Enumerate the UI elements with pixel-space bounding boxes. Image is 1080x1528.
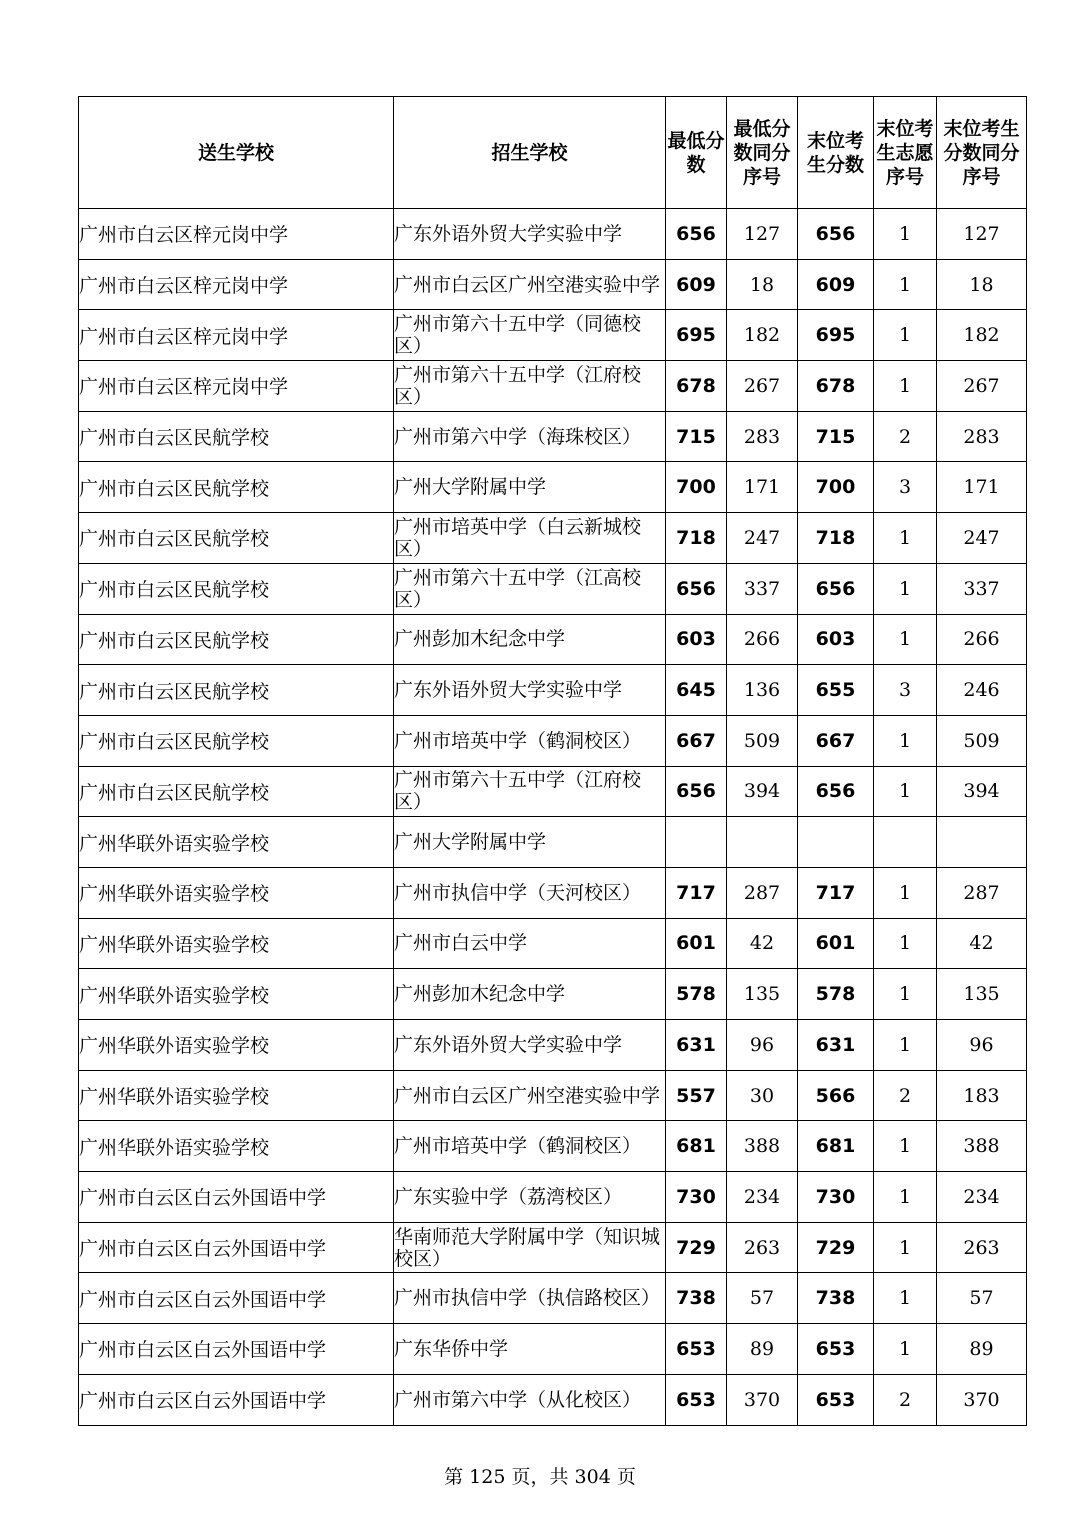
cell-receiving-school: 广州市第六十五中学（江府校区） [394, 766, 666, 817]
cell-last-score-tie-rank: 89 [937, 1324, 1027, 1375]
cell-min-score-tie-rank: 247 [727, 513, 798, 564]
cell-min-score: 656 [666, 766, 727, 817]
cell-min-score-tie-rank: 267 [727, 361, 798, 412]
cell-sending-school: 广州华联外语实验学校 [79, 817, 394, 868]
cell-last-score-tie-rank: 171 [937, 462, 1027, 513]
cell-receiving-school: 广州彭加木纪念中学 [394, 614, 666, 665]
cell-last-score: 715 [798, 411, 874, 462]
cell-last-score-tie-rank: 509 [937, 715, 1027, 766]
cell-min-score [666, 817, 727, 868]
table-row [79, 513, 1027, 564]
cell-sending-school: 广州华联外语实验学校 [79, 1070, 394, 1121]
cell-last-choice-rank: 1 [874, 1273, 937, 1324]
cell-min-score-tie-rank: 135 [727, 969, 798, 1020]
table-row [79, 1273, 1027, 1324]
cell-min-score-tie-rank: 89 [727, 1324, 798, 1375]
cell-min-score-tie-rank: 127 [727, 209, 798, 260]
cell-sending-school: 广州华联外语实验学校 [79, 918, 394, 969]
cell-sending-school: 广州市白云区民航学校 [79, 665, 394, 716]
cell-receiving-school: 广州市白云区广州空港实验中学 [394, 259, 666, 310]
cell-min-score-tie-rank: 30 [727, 1070, 798, 1121]
cell-last-score: 738 [798, 1273, 874, 1324]
cell-min-score-tie-rank [727, 817, 798, 868]
table-row [79, 462, 1027, 513]
cell-last-score: 603 [798, 614, 874, 665]
cell-receiving-school: 广州市第六十五中学（同德校区） [394, 310, 666, 361]
table-row [79, 310, 1027, 361]
cell-min-score-tie-rank: 388 [727, 1121, 798, 1172]
cell-last-choice-rank: 3 [874, 462, 937, 513]
cell-last-score: 667 [798, 715, 874, 766]
cell-min-score: 645 [666, 665, 727, 716]
cell-sending-school: 广州华联外语实验学校 [79, 1020, 394, 1071]
cell-receiving-school: 广东华侨中学 [394, 1324, 666, 1375]
cell-min-score-tie-rank: 182 [727, 310, 798, 361]
cell-sending-school: 广州市白云区民航学校 [79, 715, 394, 766]
cell-last-score: 717 [798, 867, 874, 918]
cell-sending-school: 广州市白云区白云外国语中学 [79, 1374, 394, 1425]
cell-last-score: 730 [798, 1172, 874, 1223]
cell-receiving-school: 广东实验中学（荔湾校区） [394, 1172, 666, 1223]
header-min-score: 最低分数 [666, 97, 727, 209]
cell-last-choice-rank: 2 [874, 1374, 937, 1425]
table-row [79, 209, 1027, 260]
cell-last-choice-rank: 1 [874, 1121, 937, 1172]
table-row [79, 817, 1027, 868]
cell-last-score: 609 [798, 259, 874, 310]
cell-min-score: 700 [666, 462, 727, 513]
cell-last-choice-rank: 1 [874, 614, 937, 665]
cell-last-score: 729 [798, 1222, 874, 1273]
cell-last-score: 656 [798, 209, 874, 260]
cell-min-score-tie-rank: 57 [727, 1273, 798, 1324]
cell-min-score: 667 [666, 715, 727, 766]
header-row [79, 97, 1027, 209]
cell-last-score-tie-rank: 182 [937, 310, 1027, 361]
cell-last-choice-rank: 1 [874, 361, 937, 412]
cell-receiving-school: 广东外语外贸大学实验中学 [394, 209, 666, 260]
cell-min-score: 717 [666, 867, 727, 918]
cell-sending-school: 广州市白云区白云外国语中学 [79, 1273, 394, 1324]
cell-last-score: 656 [798, 563, 874, 614]
cell-last-choice-rank: 1 [874, 513, 937, 564]
cell-last-choice-rank: 1 [874, 969, 937, 1020]
cell-last-score: 695 [798, 310, 874, 361]
cell-min-score-tie-rank: 283 [727, 411, 798, 462]
cell-min-score-tie-rank: 263 [727, 1222, 798, 1273]
table-row [79, 1172, 1027, 1223]
cell-min-score-tie-rank: 136 [727, 665, 798, 716]
cell-min-score: 678 [666, 361, 727, 412]
cell-last-score: 655 [798, 665, 874, 716]
cell-min-score: 681 [666, 1121, 727, 1172]
table-body [79, 209, 1027, 1426]
cell-min-score: 715 [666, 411, 727, 462]
cell-last-choice-rank: 1 [874, 563, 937, 614]
cell-last-score-tie-rank: 42 [937, 918, 1027, 969]
table-row [79, 715, 1027, 766]
cell-last-score [798, 817, 874, 868]
cell-last-score: 681 [798, 1121, 874, 1172]
cell-sending-school: 广州市白云区白云外国语中学 [79, 1172, 394, 1223]
cell-min-score-tie-rank: 42 [727, 918, 798, 969]
cell-last-score-tie-rank: 267 [937, 361, 1027, 412]
cell-min-score: 631 [666, 1020, 727, 1071]
cell-sending-school: 广州华联外语实验学校 [79, 1121, 394, 1172]
cell-last-score: 718 [798, 513, 874, 564]
cell-min-score: 738 [666, 1273, 727, 1324]
cell-min-score: 656 [666, 209, 727, 260]
header-last-score: 末位考生分数 [798, 97, 874, 209]
cell-receiving-school: 广州市第六十五中学（江高校区） [394, 563, 666, 614]
cell-min-score: 656 [666, 563, 727, 614]
cell-min-score: 609 [666, 259, 727, 310]
cell-min-score: 653 [666, 1374, 727, 1425]
cell-last-score-tie-rank: 266 [937, 614, 1027, 665]
cell-last-score-tie-rank [937, 817, 1027, 868]
cell-last-score: 631 [798, 1020, 874, 1071]
cell-sending-school: 广州华联外语实验学校 [79, 969, 394, 1020]
cell-min-score-tie-rank: 370 [727, 1374, 798, 1425]
cell-last-score: 601 [798, 918, 874, 969]
cell-last-score-tie-rank: 127 [937, 209, 1027, 260]
cell-last-choice-rank: 1 [874, 1172, 937, 1223]
cell-sending-school: 广州市白云区梓元岗中学 [79, 361, 394, 412]
cell-min-score: 601 [666, 918, 727, 969]
cell-last-score-tie-rank: 246 [937, 665, 1027, 716]
cell-receiving-school: 广东外语外贸大学实验中学 [394, 1020, 666, 1071]
table-row [79, 1222, 1027, 1273]
cell-min-score-tie-rank: 18 [727, 259, 798, 310]
cell-last-score-tie-rank: 283 [937, 411, 1027, 462]
cell-receiving-school: 广州市白云区广州空港实验中学 [394, 1070, 666, 1121]
cell-receiving-school: 广州大学附属中学 [394, 817, 666, 868]
cell-last-choice-rank: 1 [874, 867, 937, 918]
cell-min-score-tie-rank: 266 [727, 614, 798, 665]
cell-min-score-tie-rank: 171 [727, 462, 798, 513]
cell-min-score: 578 [666, 969, 727, 1020]
header-sending-school: 送生学校 [79, 97, 394, 209]
table-row [79, 411, 1027, 462]
cell-receiving-school: 广州市培英中学（白云新城校区） [394, 513, 666, 564]
cell-last-score: 653 [798, 1324, 874, 1375]
table-row [79, 1324, 1027, 1375]
table-row [79, 361, 1027, 412]
cell-last-choice-rank: 1 [874, 209, 937, 260]
table-row [79, 614, 1027, 665]
table-row [79, 1020, 1027, 1071]
cell-last-score: 578 [798, 969, 874, 1020]
table-row [79, 1374, 1027, 1425]
cell-last-choice-rank: 1 [874, 1222, 937, 1273]
cell-last-choice-rank [874, 817, 937, 868]
cell-last-score-tie-rank: 135 [937, 969, 1027, 1020]
cell-receiving-school: 广州市培英中学（鹤洞校区） [394, 715, 666, 766]
cell-last-choice-rank: 2 [874, 411, 937, 462]
cell-last-score-tie-rank: 370 [937, 1374, 1027, 1425]
cell-last-score-tie-rank: 96 [937, 1020, 1027, 1071]
cell-sending-school: 广州市白云区梓元岗中学 [79, 209, 394, 260]
cell-sending-school: 广州市白云区民航学校 [79, 513, 394, 564]
cell-receiving-school: 广州大学附属中学 [394, 462, 666, 513]
cell-last-choice-rank: 1 [874, 259, 937, 310]
cell-sending-school: 广州市白云区白云外国语中学 [79, 1324, 394, 1375]
header-last-choice-rank: 末位考生志愿序号 [874, 97, 937, 209]
admission-table [78, 96, 1027, 1426]
cell-min-score: 730 [666, 1172, 727, 1223]
cell-last-choice-rank: 1 [874, 310, 937, 361]
table-row [79, 259, 1027, 310]
cell-receiving-school: 广州市第六十五中学（江府校区） [394, 361, 666, 412]
cell-min-score-tie-rank: 234 [727, 1172, 798, 1223]
cell-min-score-tie-rank: 509 [727, 715, 798, 766]
table-row [79, 969, 1027, 1020]
cell-min-score: 557 [666, 1070, 727, 1121]
cell-receiving-school: 广州市第六中学（从化校区） [394, 1374, 666, 1425]
cell-receiving-school: 广州彭加木纪念中学 [394, 969, 666, 1020]
table-row [79, 766, 1027, 817]
cell-last-score-tie-rank: 263 [937, 1222, 1027, 1273]
table-row [79, 563, 1027, 614]
table-row [79, 1070, 1027, 1121]
cell-last-score: 566 [798, 1070, 874, 1121]
table-row [79, 1121, 1027, 1172]
cell-sending-school: 广州市白云区民航学校 [79, 462, 394, 513]
cell-last-score: 700 [798, 462, 874, 513]
cell-sending-school: 广州华联外语实验学校 [79, 867, 394, 918]
cell-last-score: 678 [798, 361, 874, 412]
cell-receiving-school: 广州市培英中学（鹤洞校区） [394, 1121, 666, 1172]
cell-sending-school: 广州市白云区梓元岗中学 [79, 310, 394, 361]
cell-last-score-tie-rank: 394 [937, 766, 1027, 817]
cell-last-choice-rank: 1 [874, 766, 937, 817]
cell-receiving-school: 广东外语外贸大学实验中学 [394, 665, 666, 716]
cell-sending-school: 广州市白云区民航学校 [79, 766, 394, 817]
cell-last-choice-rank: 1 [874, 715, 937, 766]
cell-min-score: 718 [666, 513, 727, 564]
cell-last-score-tie-rank: 287 [937, 867, 1027, 918]
cell-last-score: 656 [798, 766, 874, 817]
table-row [79, 867, 1027, 918]
cell-sending-school: 广州市白云区民航学校 [79, 614, 394, 665]
cell-min-score: 603 [666, 614, 727, 665]
cell-last-score-tie-rank: 234 [937, 1172, 1027, 1223]
cell-min-score-tie-rank: 287 [727, 867, 798, 918]
cell-receiving-school: 广州市第六中学（海珠校区） [394, 411, 666, 462]
cell-sending-school: 广州市白云区梓元岗中学 [79, 259, 394, 310]
cell-min-score: 653 [666, 1324, 727, 1375]
cell-receiving-school: 华南师范大学附属中学（知识城校区） [394, 1222, 666, 1273]
cell-min-score-tie-rank: 96 [727, 1020, 798, 1071]
cell-receiving-school: 广州市执信中学（天河校区） [394, 867, 666, 918]
cell-last-score-tie-rank: 337 [937, 563, 1027, 614]
table-row [79, 665, 1027, 716]
header-min-score-tie-rank: 最低分数同分序号 [727, 97, 798, 209]
cell-min-score: 729 [666, 1222, 727, 1273]
cell-receiving-school: 广州市执信中学（执信路校区） [394, 1273, 666, 1324]
header-receiving-school: 招生学校 [394, 97, 666, 209]
cell-receiving-school: 广州市白云中学 [394, 918, 666, 969]
cell-last-choice-rank: 1 [874, 1324, 937, 1375]
cell-sending-school: 广州市白云区民航学校 [79, 411, 394, 462]
cell-last-score-tie-rank: 388 [937, 1121, 1027, 1172]
cell-last-choice-rank: 1 [874, 1020, 937, 1071]
cell-last-score-tie-rank: 18 [937, 259, 1027, 310]
page-footer: 第 125 页，共 304 页 [444, 1466, 636, 1488]
cell-last-score-tie-rank: 183 [937, 1070, 1027, 1121]
table-row [79, 918, 1027, 969]
cell-last-choice-rank: 1 [874, 918, 937, 969]
cell-min-score: 695 [666, 310, 727, 361]
cell-last-choice-rank: 2 [874, 1070, 937, 1121]
cell-min-score-tie-rank: 394 [727, 766, 798, 817]
cell-last-score-tie-rank: 247 [937, 513, 1027, 564]
header-last-score-tie-rank: 末位考生分数同分序号 [937, 97, 1027, 209]
cell-last-score: 653 [798, 1374, 874, 1425]
cell-sending-school: 广州市白云区白云外国语中学 [79, 1222, 394, 1273]
cell-last-choice-rank: 3 [874, 665, 937, 716]
cell-last-score-tie-rank: 57 [937, 1273, 1027, 1324]
cell-sending-school: 广州市白云区民航学校 [79, 563, 394, 614]
cell-min-score-tie-rank: 337 [727, 563, 798, 614]
